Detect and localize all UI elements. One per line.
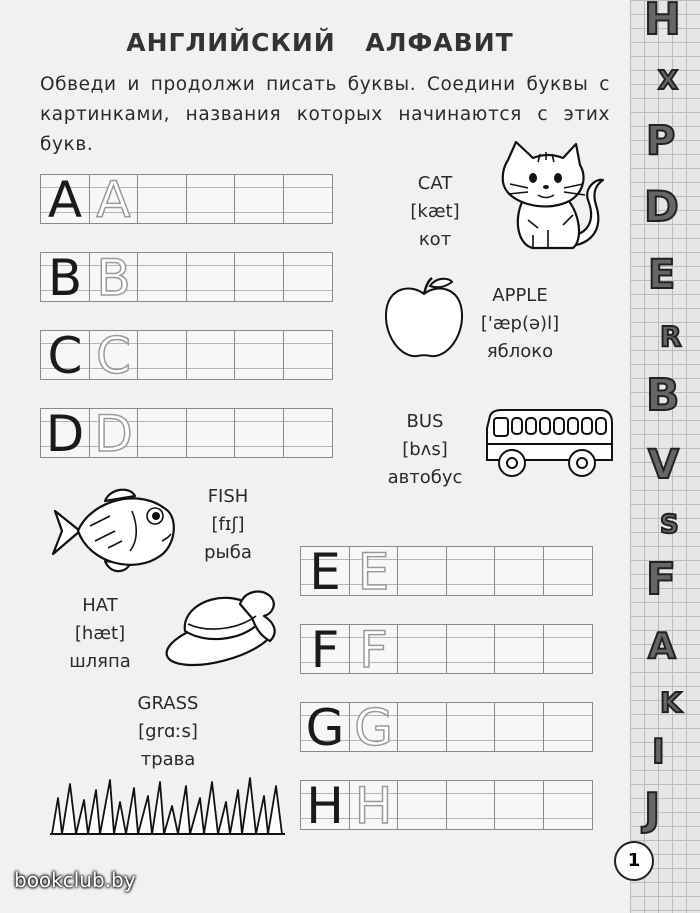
strip-letter: V — [648, 442, 679, 488]
word-russian: рыба — [204, 542, 252, 563]
letter-sample: G — [305, 699, 345, 757]
alphabet-strip — [630, 0, 700, 913]
strip-letter: H — [644, 0, 681, 45]
word-grass — [118, 690, 218, 774]
writing-row-a — [40, 171, 331, 229]
letter-trace: H — [354, 777, 393, 835]
strip-letter: K — [660, 686, 682, 719]
instruction-text: Обведи и продолжи писать буквы. Соедини буквы с картинками, названия которых начинаются с этих букв. — [40, 74, 610, 155]
writing-row-f — [300, 621, 591, 679]
word-english: BUS — [406, 411, 444, 432]
word-transcription: [hæt] — [74, 623, 126, 644]
strip-letter: X — [658, 66, 679, 96]
letter-trace: D — [94, 405, 133, 463]
word-russian: автобус — [387, 467, 463, 488]
writing-row-h — [300, 777, 591, 835]
strip-letter: R — [660, 320, 682, 353]
word-english: CAT — [417, 173, 453, 194]
grass-picture — [50, 776, 285, 836]
word-english: FISH — [207, 486, 249, 507]
bus-picture — [482, 408, 617, 480]
word-russian: кот — [418, 229, 452, 250]
word-transcription: [kæt] — [410, 201, 460, 222]
letter-trace: B — [96, 249, 131, 307]
word-english: APPLE — [492, 285, 548, 306]
word-bus — [375, 408, 475, 492]
strip-letter: S — [660, 510, 679, 540]
word-hat — [60, 592, 140, 676]
letter-sample: D — [45, 405, 85, 463]
letter-trace: E — [357, 543, 390, 601]
word-transcription: [grɑːs] — [138, 721, 198, 742]
writing-row-b — [40, 249, 331, 307]
word-english: HAT — [82, 595, 118, 616]
letter-sample: H — [306, 777, 344, 835]
page-number: 1 — [614, 841, 654, 881]
strip-letter: I — [652, 732, 665, 772]
word-russian: шляпа — [69, 651, 131, 672]
strip-letter: E — [648, 252, 676, 298]
word-transcription: [fɪʃ] — [211, 514, 245, 535]
letter-sample: E — [309, 543, 341, 601]
word-russian: яблоко — [486, 341, 554, 362]
strip-letter: B — [646, 370, 680, 421]
hat-picture — [160, 586, 285, 666]
page-title: АНГЛИЙСКИЙ АЛФАВИТ — [126, 28, 514, 57]
writing-row-g — [300, 699, 591, 757]
word-transcription: [bʌs] — [402, 439, 448, 460]
word-russian: трава — [140, 749, 196, 770]
writing-row-c — [40, 327, 331, 385]
letter-trace: A — [96, 171, 131, 229]
watermark: bookclub.by — [14, 868, 136, 892]
letter-trace: G — [354, 699, 393, 757]
strip-letter: D — [644, 182, 679, 231]
word-english: GRASS — [137, 693, 199, 714]
word-cat — [390, 170, 480, 254]
writing-row-e — [300, 543, 591, 601]
letter-sample: B — [47, 249, 83, 307]
apple-picture — [382, 276, 467, 361]
letter-sample: C — [47, 327, 83, 385]
word-transcription: ['æp(ə)l] — [480, 313, 560, 334]
word-apple — [470, 282, 570, 366]
letter-sample: F — [310, 621, 340, 679]
letter-sample: A — [47, 171, 83, 229]
letter-trace: C — [96, 327, 131, 385]
strip-letter: A — [648, 626, 676, 667]
letter-trace: F — [359, 621, 388, 679]
fish-picture — [50, 486, 180, 576]
cat-picture — [488, 140, 613, 255]
strip-letter: P — [646, 118, 676, 164]
writing-row-d — [40, 405, 331, 463]
word-fish — [188, 483, 268, 567]
strip-letter: F — [646, 554, 677, 605]
strip-letter: J — [644, 784, 661, 835]
